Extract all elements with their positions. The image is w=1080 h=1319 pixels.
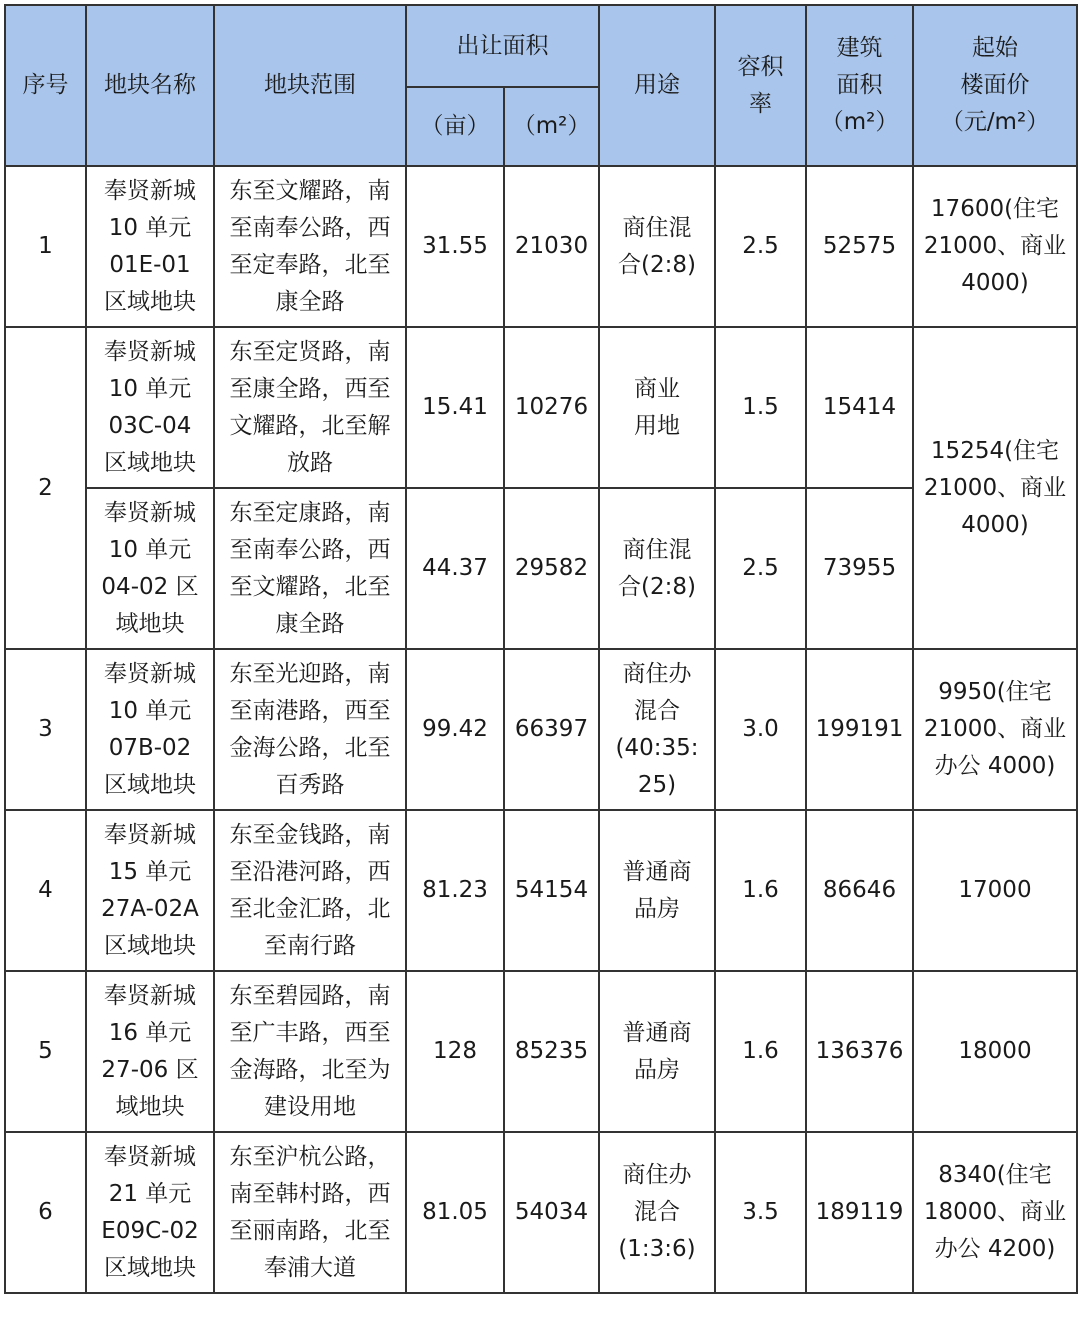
cell-price [913,1132,1077,1293]
cell-name-line: 域地块 [115,610,185,637]
cell-build-area: 189119 [806,1132,913,1293]
cell-far: 3.5 [715,1132,806,1293]
cell-area-mu: 99.42 [406,649,504,810]
cell-range [214,810,406,971]
cell-price-line: 4000) [961,270,1029,296]
table-row [5,1132,1077,1293]
cell-price-line: 18000、商业 [923,1199,1067,1225]
cell-use-line: 普通商 [622,1019,692,1046]
cell-price-line: 17600(住宅 [930,196,1060,222]
cell-use [599,971,715,1132]
cell-price [913,971,1077,1132]
cell-range-line: 放路 [287,449,333,476]
cell-name [86,327,214,488]
header-build-line2: 面积 [836,72,883,98]
header-price-line1: 起始 [972,35,1018,61]
cell-range-line: 至沿港河路，西 [229,858,391,885]
cell-build-area: 73955 [806,488,913,649]
cell-price [913,649,1077,810]
header-far-line2: 率 [749,90,772,117]
cell-area-m2: 54034 [504,1132,599,1293]
header-area-group: 出让面积 [406,5,599,87]
header-price-line3: （元/m²） [940,109,1050,135]
cell-range-line: 至南行路 [264,932,356,959]
cell-range [214,971,406,1132]
cell-far: 2.5 [715,166,806,327]
cell-range-line: 康全路 [275,288,345,315]
cell-area-m2: 85235 [504,971,599,1132]
land-table-container [4,4,1078,1294]
cell-name-line: 15 单元 [108,858,192,885]
cell-area-m2: 66397 [504,649,599,810]
cell-build-area: 52575 [806,166,913,327]
cell-range-line: 至南港路，西至 [229,697,391,724]
cell-use-line: 混合 [634,697,680,724]
header-area-mu: （亩） [406,87,504,166]
cell-range-line: 建设用地 [264,1093,356,1120]
cell-build-area: 136376 [806,971,913,1132]
cell-area-m2: 29582 [504,488,599,649]
header-far [715,5,806,166]
cell-use [599,649,715,810]
cell-price-line: 17000 [958,877,1032,903]
cell-area-m2: 21030 [504,166,599,327]
cell-name-line: 10 单元 [108,536,192,563]
cell-name-line: 01E-01 [109,251,191,278]
cell-range-line: 金海路，北至为 [229,1056,391,1083]
cell-far: 3.0 [715,649,806,810]
cell-range-line: 东至沪杭公路， [229,1143,391,1170]
cell-range [214,649,406,810]
cell-range-line: 文耀路，北至解 [229,412,391,439]
cell-area-mu: 128 [406,971,504,1132]
cell-use-line: 品房 [634,1056,680,1083]
cell-range-line: 金海公路，北至 [229,734,391,761]
cell-use-line: 商住混 [622,214,692,241]
cell-price-line: 办公 4000) [934,753,1056,779]
cell-name [86,810,214,971]
cell-name [86,1132,214,1293]
cell-name [86,649,214,810]
cell-use-line: 普通商 [622,858,692,885]
cell-area-mu: 15.41 [406,327,504,488]
cell-use-line: (40:35: [615,734,699,761]
cell-range-line: 至丽南路，北至 [229,1217,391,1244]
header-far-line1: 容积 [737,53,784,80]
cell-use-line: 品房 [634,895,680,922]
cell-name-line: 10 单元 [108,697,192,724]
cell-use [599,166,715,327]
cell-name [86,971,214,1132]
cell-name-line: 区域地块 [104,288,196,315]
cell-price-line: 8340(住宅 [938,1162,1052,1188]
cell-range-line: 至北金汇路，北 [229,895,391,922]
cell-name [86,166,214,327]
land-parcel-table [4,4,1078,1294]
cell-build-area: 199191 [806,649,913,810]
cell-name-line: E09C-02 [101,1217,199,1244]
cell-range-line: 南至韩村路，西 [229,1180,391,1207]
cell-range [214,166,406,327]
cell-name-line: 奉贤新城 [104,1143,196,1170]
cell-name-line: 04-02 区 [101,573,199,600]
cell-name-line: 奉贤新城 [104,338,196,365]
table-row [5,649,1077,810]
cell-far: 1.6 [715,971,806,1132]
cell-use-line: 商住办 [622,1162,692,1188]
header-use: 用途 [599,5,715,166]
cell-seq: 1 [5,166,86,327]
cell-range-line: 至文耀路，北至 [229,573,391,600]
cell-area-mu: 81.23 [406,810,504,971]
cell-name-line: 域地块 [115,1093,185,1120]
cell-seq: 5 [5,971,86,1132]
cell-price [913,166,1077,327]
cell-range-line: 至康全路，西至 [229,375,391,402]
cell-use-line: 合(2:8) [618,573,696,600]
cell-use-line: 混合 [634,1199,680,1225]
header-build-line1: 建筑 [836,35,883,61]
cell-price-line: 办公 4200) [934,1236,1056,1262]
cell-range [214,488,406,649]
cell-area-m2: 54154 [504,810,599,971]
cell-price [913,810,1077,971]
header-range: 地块范围 [214,5,406,166]
cell-far: 1.5 [715,327,806,488]
cell-name-line: 区域地块 [104,771,196,798]
cell-name-line: 区域地块 [104,449,196,476]
cell-area-mu: 81.05 [406,1132,504,1293]
cell-name-line: 16 单元 [108,1019,192,1046]
cell-use-line: 25) [637,771,677,798]
table-row [5,327,1077,488]
cell-name-line: 10 单元 [108,375,192,402]
cell-name-line: 10 单元 [108,214,192,241]
cell-range-line: 东至定贤路，南 [229,338,391,365]
cell-use-line: 合(2:8) [618,251,696,278]
cell-area-mu: 44.37 [406,488,504,649]
cell-range-line: 东至文耀路，南 [229,177,391,204]
cell-use-line: 商住办 [622,660,692,687]
cell-seq: 4 [5,810,86,971]
cell-range-line: 东至光迎路，南 [229,660,391,687]
cell-name-line: 27A-02A [101,895,199,922]
table-row [5,971,1077,1132]
cell-range-line: 至定奉路，北至 [229,251,391,278]
cell-name-line: 奉贤新城 [104,660,196,687]
cell-use [599,327,715,488]
cell-name-line: 27-06 区 [101,1056,199,1083]
cell-use-line: (1:3:6) [618,1236,696,1262]
table-row [5,166,1077,327]
cell-price [913,327,1077,649]
cell-far: 2.5 [715,488,806,649]
cell-price-line: 9950(住宅 [938,679,1052,705]
cell-name-line: 奉贤新城 [104,821,196,848]
cell-price-line: 18000 [958,1038,1032,1064]
cell-range-line: 至广丰路，西至 [229,1019,391,1046]
cell-area-m2: 10276 [504,327,599,488]
cell-use-line: 用地 [634,412,680,439]
cell-range [214,1132,406,1293]
header-area-m2: （m²） [504,87,599,166]
cell-name-line: 区域地块 [104,932,196,959]
header-build-area [806,5,913,166]
cell-range-line: 东至碧园路，南 [229,982,391,1009]
cell-area-mu: 31.55 [406,166,504,327]
table-row [5,810,1077,971]
header-price [913,5,1077,166]
cell-use [599,810,715,971]
header-build-line3: （m²） [820,109,899,135]
cell-range-line: 东至金钱路，南 [229,821,391,848]
cell-far: 1.6 [715,810,806,971]
cell-name-line: 奉贤新城 [104,982,196,1009]
cell-name-line: 21 单元 [108,1180,192,1207]
cell-name-line: 03C-04 [108,412,192,439]
cell-use [599,488,715,649]
cell-price-line: 21000、商业 [923,233,1067,259]
cell-range-line: 百秀路 [275,771,345,798]
cell-price-line: 4000) [961,511,1029,538]
cell-seq: 2 [5,327,86,649]
cell-range-line: 奉浦大道 [264,1254,356,1281]
table-body [5,166,1077,1293]
cell-range-line: 东至定康路，南 [229,499,391,526]
cell-seq: 3 [5,649,86,810]
header-seq: 序号 [5,5,86,166]
cell-name-line: 区域地块 [104,1254,196,1281]
cell-name [86,488,214,649]
cell-use [599,1132,715,1293]
cell-price-line: 21000、商业 [923,716,1067,742]
cell-build-area: 15414 [806,327,913,488]
cell-name-line: 07B-02 [108,734,192,761]
cell-build-area: 86646 [806,810,913,971]
cell-seq: 6 [5,1132,86,1293]
header-price-line2: 楼面价 [960,72,1030,98]
cell-price-line: 21000、商业 [923,474,1067,501]
cell-range-line: 至南奉公路，西 [229,536,391,563]
cell-range [214,327,406,488]
cell-name-line: 奉贤新城 [104,499,196,526]
cell-use-line: 商住混 [622,536,692,563]
cell-name-line: 奉贤新城 [104,177,196,204]
cell-price-line: 15254(住宅 [930,437,1060,464]
table-header [5,5,1077,166]
header-name: 地块名称 [86,5,214,166]
cell-range-line: 康全路 [275,610,345,637]
cell-range-line: 至南奉公路，西 [229,214,391,241]
cell-use-line: 商业 [634,375,680,402]
